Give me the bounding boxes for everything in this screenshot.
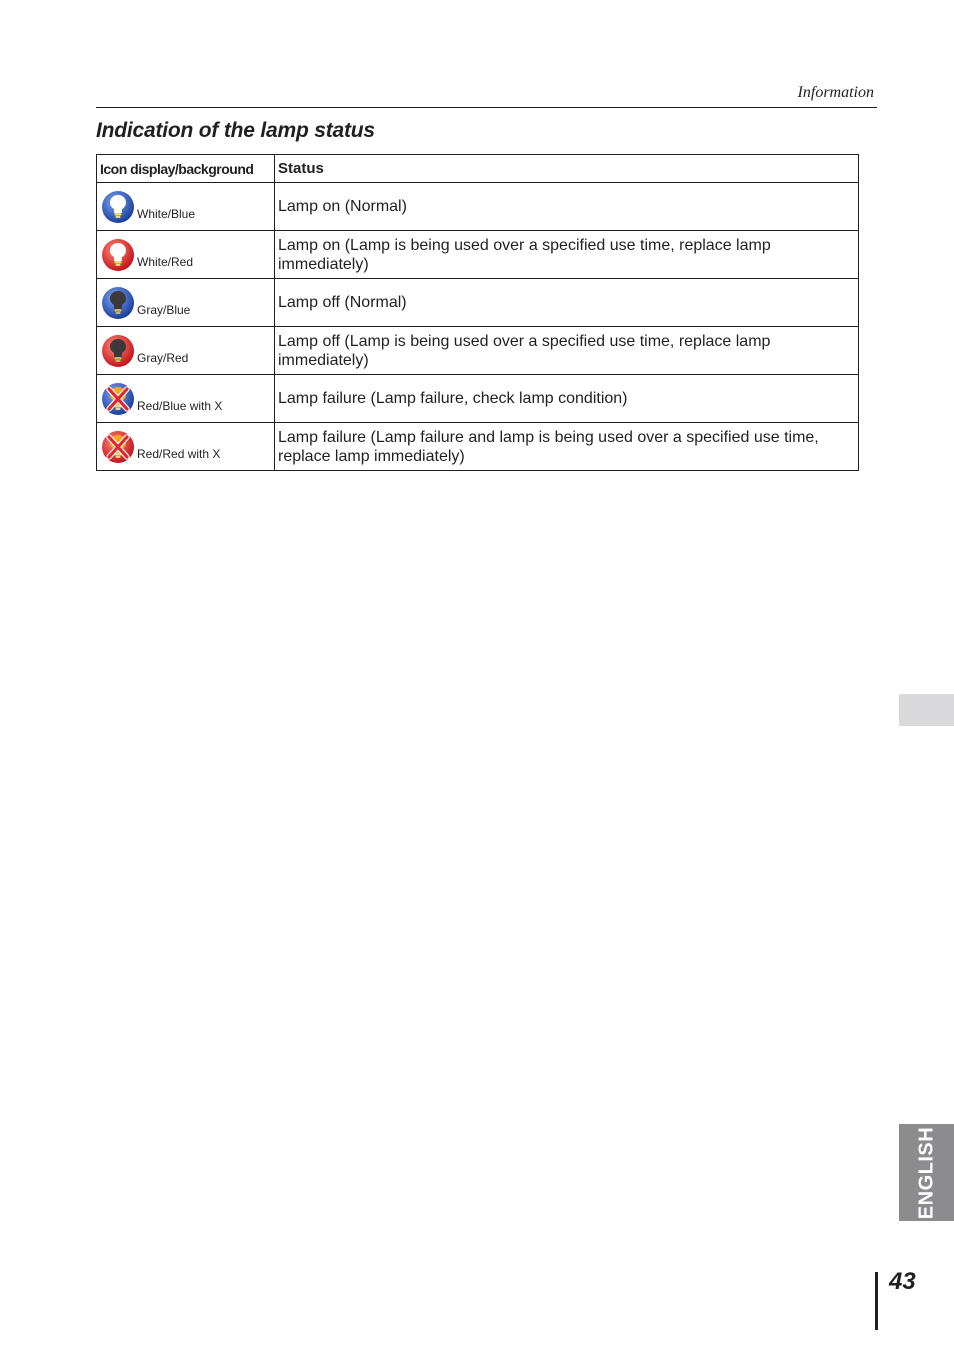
status-cell: Lamp failure (Lamp failure and lamp is being used over a specified use time, replace lamp immediately) — [275, 423, 859, 471]
header-rule — [96, 107, 877, 108]
icon-label: Gray/Blue — [137, 302, 191, 317]
lamp-failure-blue-icon — [101, 382, 135, 416]
icon-cell — [97, 375, 275, 423]
table-row — [97, 327, 859, 375]
icon-cell — [97, 183, 275, 231]
status-cell: Lamp off (Lamp is being used over a specified use time, replace lamp immediately) — [275, 327, 859, 375]
chapter-tab-marker — [899, 694, 954, 726]
icon-label: Gray/Red — [137, 350, 189, 365]
column-header-icon: Icon display/background — [97, 155, 275, 183]
icon-label: White/Blue — [137, 206, 196, 221]
lamp-status-table — [96, 154, 859, 471]
page-number-bar — [875, 1272, 878, 1330]
lamp-white-blue-icon — [101, 190, 135, 224]
table-row — [97, 183, 859, 231]
table-header-row — [97, 155, 859, 183]
table-row — [97, 423, 859, 471]
lamp-gray-red-icon — [101, 334, 135, 368]
status-cell: Lamp on (Lamp is being used over a specified use time, replace lamp immediately) — [275, 231, 859, 279]
status-cell: Lamp on (Normal) — [275, 183, 859, 231]
icon-label: White/Red — [137, 254, 194, 269]
column-header-status: Status — [275, 155, 859, 183]
status-cell: Lamp off (Normal) — [275, 279, 859, 327]
icon-label: Red/Blue with X — [137, 398, 223, 413]
section-label: Information — [797, 84, 874, 101]
icon-cell — [97, 423, 275, 471]
icon-cell — [97, 279, 275, 327]
icon-cell — [97, 231, 275, 279]
lamp-white-red-icon — [101, 238, 135, 272]
table-row — [97, 231, 859, 279]
table-row — [97, 279, 859, 327]
page-number: 43 — [889, 1268, 916, 1295]
language-tab-label: ENGLISH — [915, 1126, 937, 1219]
table-row — [97, 375, 859, 423]
icon-label: Red/Red with X — [137, 446, 221, 461]
lamp-failure-red-icon — [101, 430, 135, 464]
language-tab — [899, 1124, 954, 1221]
page-title: Indication of the lamp status — [96, 119, 375, 142]
icon-cell — [97, 327, 275, 375]
status-cell: Lamp failure (Lamp failure, check lamp condition) — [275, 375, 859, 423]
lamp-gray-blue-icon — [101, 286, 135, 320]
